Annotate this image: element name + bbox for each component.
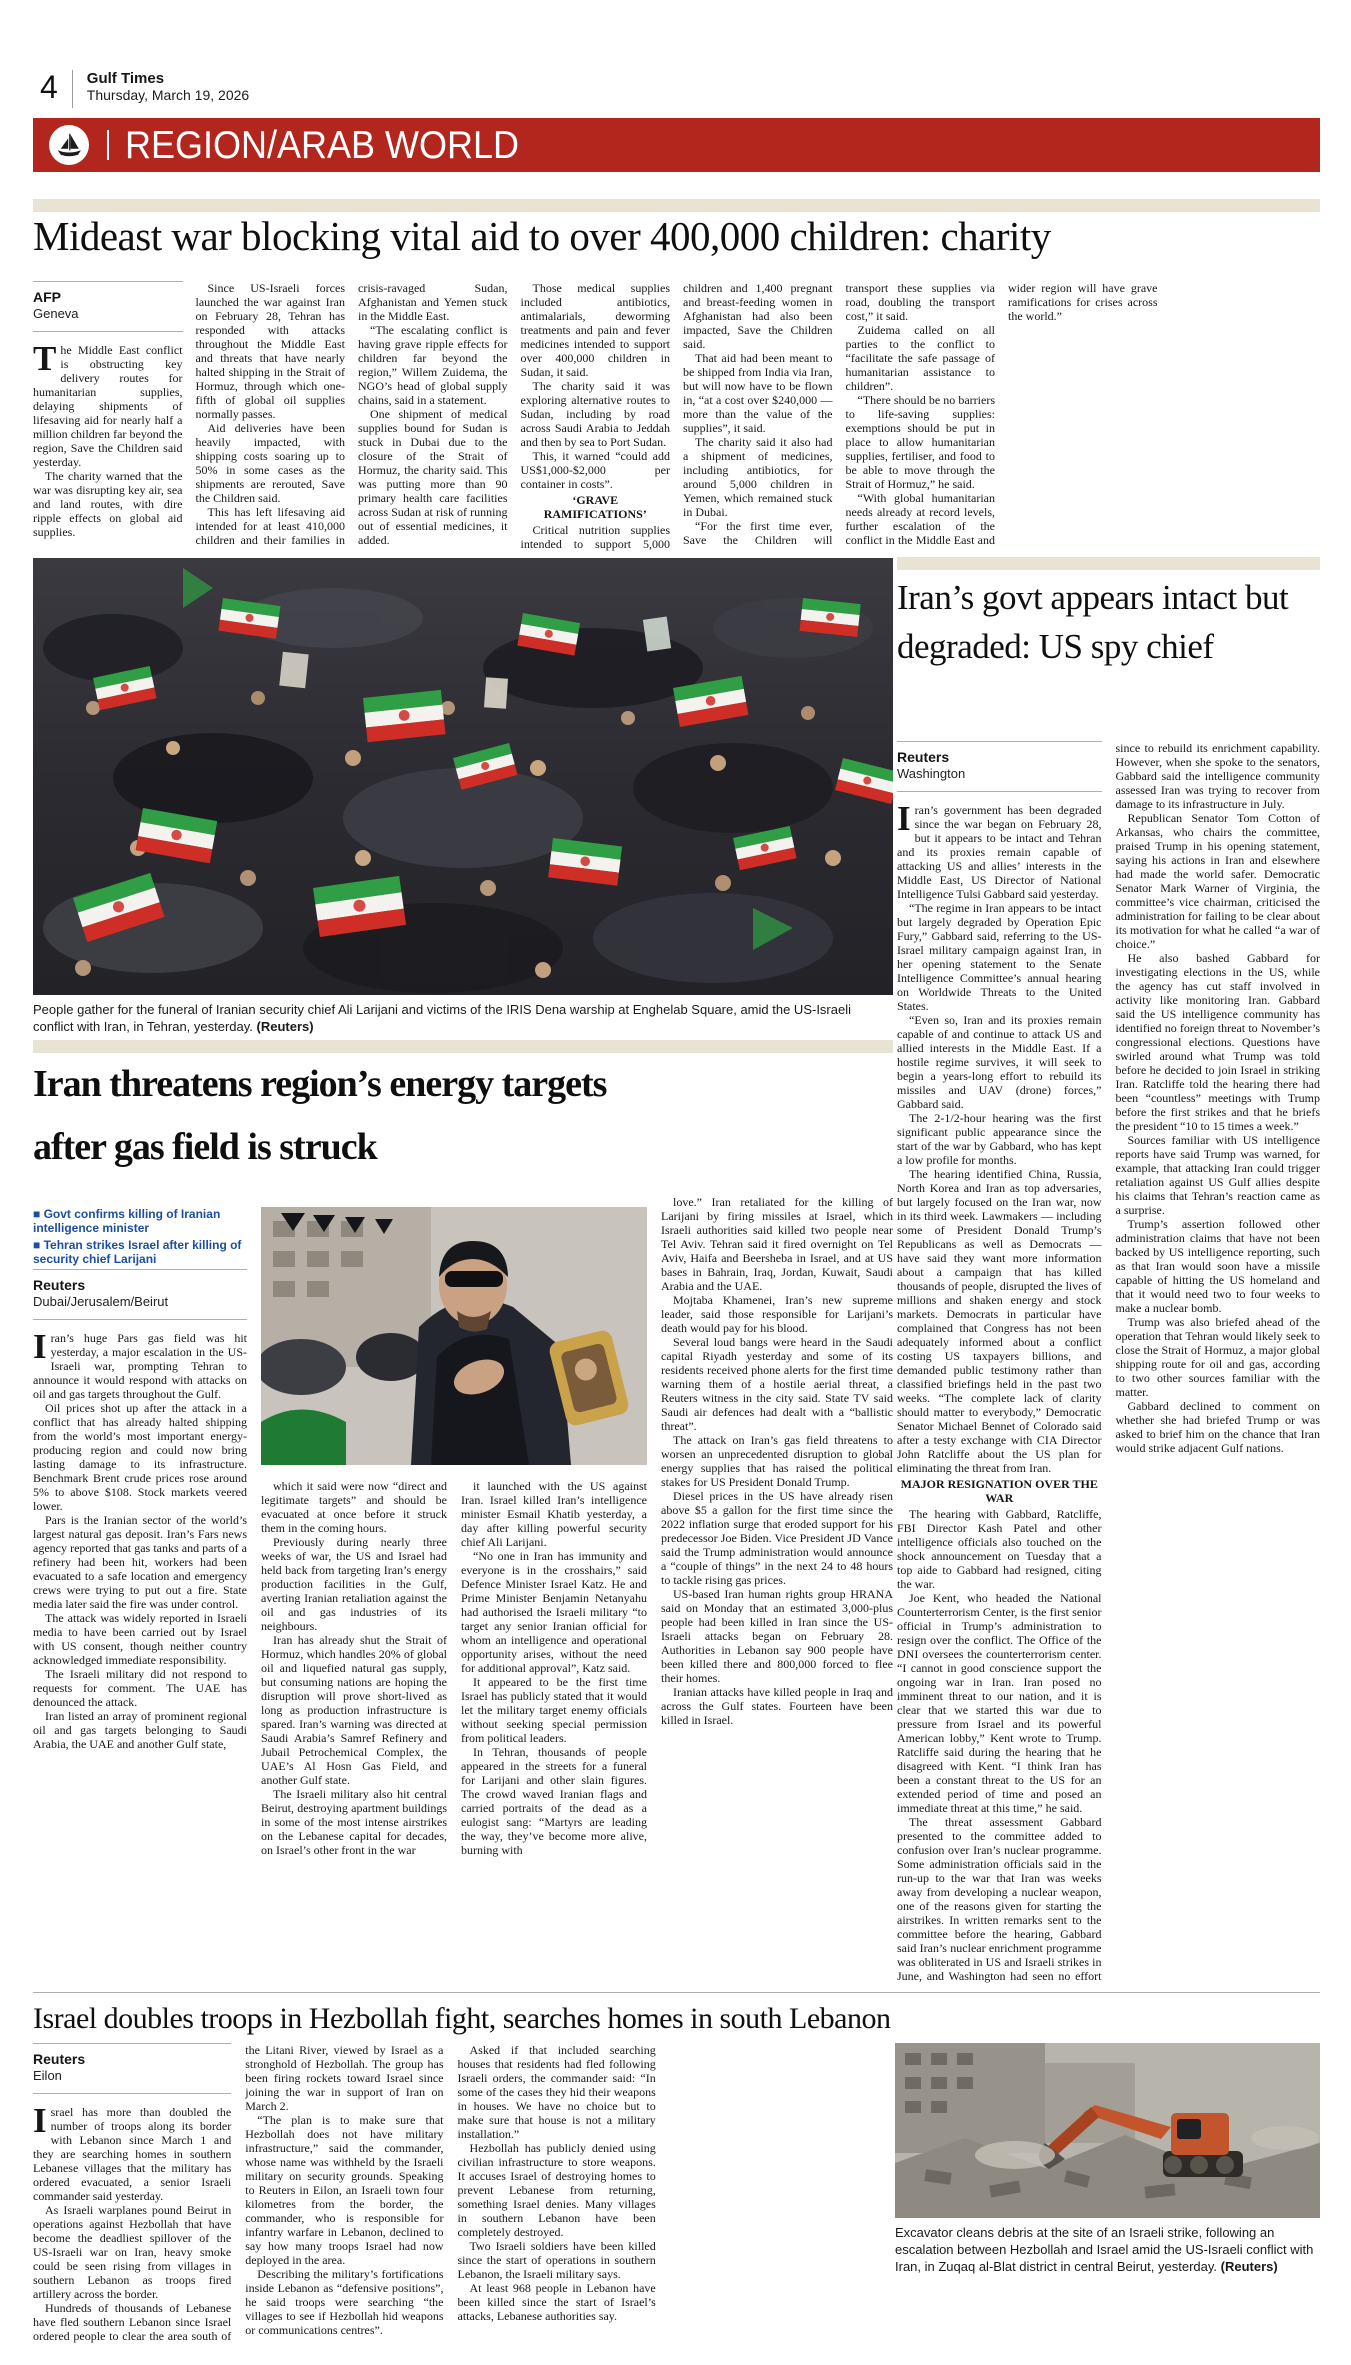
article4-body (33, 2043, 868, 2348)
article-paragraph: Two Israeli soldiers have been killed since the start of operations in southern Lebanon, the Israeli military says. (457, 2239, 656, 2281)
byline: AFP Geneva (33, 281, 183, 332)
masthead-divider (72, 70, 73, 108)
article-paragraph: it launched with the US against Iran. Israel killed Iran’s intelligence minister Esmail Khatib yesterday, a day after killing powerful security chief Ali Larijani. (461, 1479, 647, 1549)
article-paragraph: Trump’s assertion followed other administration claims that have not been backed by US intelligence reporting, such as that Iran would soon have a missile capable of hitting the US homeland and that it would need two to four weeks to make a nuclear bomb. (1115, 1217, 1320, 1315)
article-paragraph: The hearing identified China, Russia, North Korea and Iran as top adversaries, but largely focused on the Iran war, now in its third week. Lawmakers — including some of President Donald Trump’s Republicans as well as Democrats — have said they want more information about a campaign that has killed thousands of people, disrupted the lives of millions and shaken energy and stock markets. Democrats in particular have complained that Congress has not been adequately informed about a conflict costing US taxpayers billions, and demanded public testimony rather than classified briefings held in the past two weeks. “The complete lack of clarity should matter to everybody,” Democratic Senator Michael Bennet of Colorado said after a testy exchange with CIA Director John Ratcliffe about the US plan for eliminating the threat from Iran. (897, 1167, 1102, 1475)
article-paragraph: The threat assessment Gabbard presented to the committee added to confusion over Iran’s nuclear programme. Some administration officials said in the run-up to the war that Iran was weeks away from developing a nuclear weapon, one of the reasons given for starting the airstrikes. In written remarks sent to the committee before the hearing, Gabbard said Iran’s nuclear enrichment programme was obliterated in US and Israeli strikes in June, and Washington had seen no effort since to rebuild its enrichment capability. However, when she spoke to the senators, Gabbard said the intelligence community assessed Iran was trying to recover from damage to its infrastructure in July. (897, 741, 1320, 1983)
article3 (33, 1053, 893, 1991)
article-paragraph: “With global humanitarian needs already at record levels, further escalation of the conflict in the Middle East and wider region will have grave ramifications for crises across the world.” (845, 281, 1158, 547)
byline: Reuters Dubai/Jerusalem/Beirut (33, 1269, 247, 1320)
article-paragraph: Israel has more than doubled the number of troops along its border with Lebanon since March 1 and they are searching homes in southern Lebanese villages that the military has ordered evacuated, a senior Israeli commander said yesterday. (33, 2101, 232, 2203)
article-paragraph: The attack was widely reported in Israeli media to have been carried out by Israel with US consent, though neither country acknowledged immediate responsibility. (33, 1611, 247, 1667)
masthead (40, 70, 249, 108)
article-paragraph: As Israeli warplanes pound Beirut in operations against Hezbollah that have become the deadliest spillover of the US-Israeli war on Iran, heavy smoke could be seen rising from villages in southern Lebanon as troops fired artillery across the border. (33, 2203, 232, 2301)
article2-kicker-bar (897, 557, 1320, 570)
article-paragraph: Iran has already shut the Strait of Hormuz, which handles 20% of global oil and liquefied natural gas supply, but consuming nations are hoping the disruption will prove short-lived as long as production infrastructure is spared. Iran’s warning was directed at Saudi Arabia’s Samref Refinery and Jubail Petrochemical Complex, the UAE’s Al Hosn Gas Field, and another Gulf state. (261, 1633, 447, 1787)
article-paragraph: Iran’s government has been degraded since the war began on February 28, but it appears to be intact and Tehran and its proxies remain capable of attacking US and allies’ interests in the Middle East, US Director of National Intelligence Tulsi Gabbard said yesterday. (897, 799, 1102, 901)
article4-headline: Israel doubles troops in Hezbollah fight, searches homes in south Lebanon (33, 2002, 891, 2035)
section-title: REGION/ARAB WORLD (125, 122, 520, 167)
article-paragraph: Trump was also briefed ahead of the operation that Tehran would likely seek to close the Strait of Hormuz, a major global shipping route for oil and gas, according to two other sources familiar with the matter. (1115, 1315, 1320, 1399)
paper-date: Thursday, March 19, 2026 (86, 87, 250, 103)
excavator-photo-caption (895, 2224, 1320, 2275)
article-paragraph: Iran’s huge Pars gas field was hit yesterday, a major escalation in the US-Israeli war, prompting Tehran to announce it would respond with attacks on oil and gas targets throughout the Gulf. (33, 1327, 247, 1401)
article-subhead: MAJOR RESIGNATION OVER THE WAR (900, 1477, 1098, 1505)
article-paragraph: The Israeli military did not respond to requests for comment. The UAE has denounced the attack. (33, 1667, 247, 1709)
article-paragraph: “The escalating conflict is having grave ripple effects for children far beyond the region,” Willem Zuidema, the NGO’s head of global supply chains, said in a statement. (358, 323, 508, 407)
article-paragraph: “The plan is to make sure that Hezbollah does not have military infrastructure,” said the commander, whose name was withheld by the Israeli military on security grounds. Speaking to Reuters in Eilon, an Israeli town four kilometres from the border, the commander, who is responsible for infantry warfare in Lebanon, declined to say how many troops Israel had now deployed in the area. (245, 2113, 444, 2267)
article-paragraph: The charity warned that the war was disrupting key air, sea and land routes, with dire ripple effects on global aid supplies. (33, 469, 183, 539)
article-paragraph: Aid deliveries have been heavily impacted, with shipping costs soaring up to 50% in some cases as the shipments are rerouted, Save the Children said. (195, 421, 345, 505)
paper-name: Gulf Times (86, 70, 165, 87)
article3-column-4 (661, 1053, 893, 1991)
article-paragraph: “There should be no barriers to life-saving supplies: exemptions should be put in place to allow humanitarian supplies, fertiliser, and food to be able to move through the Strait of Hormuz,” he said. (845, 393, 995, 491)
article-paragraph: “No one in Iran has immunity and everyone is in the crosshairs,” said Defence Minister Israel Katz. He and Prime Minister Benjamin Netanyahu had authorised the Israeli military “to target any senior Iranian official for whom an intelligence and operational opportunity arises, without the need for additional approval”, Katz said. (461, 1549, 647, 1675)
bullet-item: ■ Tehran strikes Israel after killing of security chief Larijani (33, 1238, 242, 1266)
article-paragraph: Iran listed an array of prominent regional oil and gas targets belonging to Saudi Arabia, the UAE and another Gulf state, (33, 1709, 247, 1751)
page-number: 4 (40, 69, 58, 105)
article-paragraph: The hearing with Gabbard, Ratcliffe, FBI Director Kash Patel and other intelligence officials also touched on the shock announcement on Tuesday that a top aide to Gabbard had resigned, citing the war. (897, 1507, 1102, 1591)
funeral-photo-caption (33, 1001, 893, 1035)
article-paragraph: love.” Iran retaliated for the killing of Larijani by firing missiles at Israel, which Israeli authorities said killed two people near Tel Aviv. Tehran said it fired overnight on Tel Aviv, Haifa and Beersheba in Israel, and at US bases in Bahrain, Iraq, Jordan, Kuwait, Saudi Arabia and the UAE. (661, 1195, 893, 1293)
section-banner (33, 118, 1320, 172)
article-paragraph: Previously during nearly three weeks of war, the US and Israel had held back from targeting Iran’s energy production facilities in the Gulf, averting Iranian retaliation against the oil and gas industries of its neighbours. (261, 1535, 447, 1633)
caption-text: People gather for the funeral of Iranian security chief Ali Larijani and victims of the IRIS Dena warship at Enghelab Square, amid the US-Israeli conflict with Iran, in Tehran, yesterday. (33, 1002, 851, 1034)
article3-column-3 (461, 1479, 647, 1991)
article-paragraph: Republican Senator Tom Cotton of Arkansas, who chairs the committee, praised Trump in his opening statement, saying his actions in Iran and elsewhere had made the world safer. Democratic Senator Mark Warner of Virginia, the committee’s vice chairman, criticised the administration for failing to be clear about its motivation for what he called “a war of choice.” (1115, 811, 1320, 951)
article-paragraph: Hundreds of thousands of Lebanese have fled southern Lebanon since Israel ordered people to clear the area south of the Litani River, viewed by Israel as a stronghold of Hezbollah. The group has been firing rockets toward Israel since joining the war in support of Iran on March 2. (33, 2043, 444, 2343)
article-paragraph: At least 968 people in Lebanon have been killed since the start of Israel’s attacks, Lebanese authorities say. (457, 2281, 656, 2323)
article-paragraph: Hezbollah has publicly denied using civilian infrastructure to store weapons. It accuses Israel of destroying homes to prevent Lebanese from returning, something Israel denies. Many villages in southern Lebanon have been completely destroyed. (457, 2141, 656, 2239)
article-paragraph: The 2-1/2-hour hearing was the first significant public appearance since the start of the war by Gabbard, who has kept a low profile for months. (897, 1111, 1102, 1167)
article-paragraph: That aid had been meant to be shipped from India via Iran, but will now have to be flown in, “at a cost over $240,000 — more than the value of the supplies”, it said. (683, 351, 833, 435)
dhow-logo-icon (49, 125, 89, 165)
article-paragraph: which it said were now “direct and legitimate targets” and should be evacuated at once before it struck them in the coming hours. (261, 1479, 447, 1535)
article1-body (33, 281, 1320, 555)
article-paragraph: In Tehran, thousands of people appeared in the streets for a funeral for Larijani and other slain figures. The crowd waved Iranian flags and carried portraits of the dead as a eulogist sang: “Martyrs are leading the way, they’ve become more alive, burning with (461, 1745, 647, 1857)
article-paragraph: Asked if that included searching houses that residents had fled following Israeli orders, the commander said: “In some of the cases they hid their weapons in houses. We have no choice but to make sure that house is not a military installation.” (457, 2043, 656, 2141)
article-paragraph: Since US-Israeli forces launched the war against Iran on February 28, Tehran has responded with attacks throughout the Middle East and threats that have nearly halted shipping in the Strait of Hormuz, through which one-fifth of global oil supplies normally passes. (195, 281, 345, 421)
article-paragraph: Mojtaba Khamenei, Iran’s new supreme leader, said those responsible for Larijani’s death would pay for his blood. (661, 1293, 893, 1335)
article-subhead: ‘GRAVE RAMIFICATIONS’ (543, 493, 647, 521)
article-paragraph: US-based Iran human rights group HRANA said on Monday that an estimated 3,000-plus people had been killed in Iran since the US-Israeli attacks began on February 28. Authorities in Lebanon say 900 people have been killed there and 800,000 forced to flee their homes. (661, 1587, 893, 1685)
article-paragraph: Those medical supplies included antibiotics, antimalarials, deworming treatments and pain and fever medicines intended to support over 400,000 children in Sudan, it said. (520, 281, 670, 379)
paper-info (87, 70, 249, 104)
article-paragraph: Diesel prices in the US have already risen above $5 a gallon for the first time since the 2022 inflation surge that eroded support for his predecessor Joe Biden. Vice President JD Vance said the Trump administration would announce a “couple of things” in the next 24 to 48 hours to tackle rising gas prices. (661, 1489, 893, 1587)
caption-text: Excavator cleans debris at the site of an Israeli strike, following an escalation between Hezbollah and Israel amid the US-Israeli conflict with Iran, in Zuqaq al-Blat district in central Beirut, yesterday. (895, 2225, 1314, 2274)
mourner-portrait-photo (261, 1207, 647, 1465)
article-paragraph: Several loud bangs were heard in the Saudi capital Riyadh yesterday and some of its residents received phone alerts for the first time warning them of a hostile aerial threat, a Reuters witness in the city said. State TV said Saudi air defences had dealt with a “ballistic threat”. (661, 1335, 893, 1433)
byline: Reuters Washington (897, 741, 1102, 792)
article-paragraph: “The regime in Iran appears to be intact but largely degraded by Operation Epic Fury,” Gabbard said, referring to the US-Israel military campaign against Iran, in her opening statement to the Senate Intelligence Committee’s annual hearing on Worldwide Threats to the United States. (897, 901, 1102, 1013)
article1-headline: Mideast war blocking vital aid to over 400,000 children: charity (33, 213, 1051, 259)
article2-body (897, 741, 1320, 1989)
article-paragraph: The Israeli military also hit central Beirut, destroying apartment buildings in some of the most intense airstrikes on the Lebanese capital for decades, on Israel’s other front in the war (261, 1787, 447, 1857)
caption-credit: (Reuters) (256, 1019, 314, 1034)
byline: Reuters Eilon (33, 2043, 231, 2094)
excavator-debris-photo (895, 2043, 1320, 2218)
article-paragraph: Gabbard declined to comment on whether she had briefed Trump or was asked to brief him on the chance that Iran would strike adjacent Gulf nations. (1115, 1399, 1320, 1455)
article-paragraph: It appeared to be the first time Israel has publicly stated that it would let the military target enemy officials without seeking special permission from political leaders. (461, 1675, 647, 1745)
article-paragraph: Pars is the Iranian sector of the world’s largest natural gas deposit. Iran’s Fars news agency reported that gas tanks and parts of a refinery had been hit, workers had been evacuated to a safe location and emergency crews were trying to put out a fire. State media later said the fire was under control. (33, 1513, 247, 1611)
section-divider-rule (33, 1992, 1320, 1993)
article-paragraph: The Middle East conflict is obstructing key delivery routes for humanitarian supplies, delaying shipments of lifesaving aid for nearly half a million children far beyond the region, Save the Children said yesterday. (33, 339, 183, 469)
article3-kicker-bar (33, 1040, 893, 1053)
article-paragraph: The charity said it was exploring alternative routes to Sudan, including by road across Saudi Arabia to Jeddah and then by sea to Port Sudan. (520, 379, 670, 449)
article3-column-2 (261, 1479, 447, 1991)
article-paragraph: This, it warned “could add US$1,000-$2,000 per container in costs”. (520, 449, 670, 491)
article-paragraph: The attack on Iran’s gas field threatens to worsen an unprecedented disruption to global energy supplies that has raised the political stakes for US President Donald Trump. (661, 1433, 893, 1489)
article-paragraph: Sources familiar with US intelligence reports have said Trump was warned, for example, that attacking Iran could trigger retaliation against US Gulf allies despite his claims that Tehran’s reaction came as a surprise. (1115, 1133, 1320, 1217)
article-paragraph: Oil prices shot up after the attack in a conflict that has already halted shipping from the world’s most important energy-producing region and could now bring lasting damage to its infrastructure. Benchmark Brent crude prices rose around 5% to above $108. Stock markets veered lower. (33, 1401, 247, 1513)
article-paragraph: “For the first time ever, Save the Children will transport these supplies via road, doubling the transport cost,” it said. (683, 281, 995, 547)
article2-headline: Iran’s govt appears intact but degraded: US spy chief (897, 578, 1289, 666)
caption-credit: (Reuters) (1220, 2259, 1278, 2274)
article3-column-1 (33, 1207, 247, 1991)
article-paragraph: This has left lifesaving aid intended for at least 410,000 children and their families in crisis-ravaged Sudan, Afghanistan and Yemen stuck in the Middle East. (195, 281, 508, 547)
bullet-item: ■ Govt confirms killing of Iranian intelligence minister (33, 1207, 221, 1235)
article3-headline: Iran threatens region’s energy targets after gas field is struck (33, 1063, 607, 1168)
article-paragraph: The charity said it also had a shipment of medicines, including antibiotics, for around 5,000 children in Yemen, which remained stuck in Dubai. (683, 435, 833, 519)
article-paragraph: He also bashed Gabbard for investigating elections in the US, while the agency has cut staff involved in activity like monitoring Iran. Gabbard said the US intelligence community has identified no foreign threat to November’s congressional elections. Questions have swirled around what Trump was told before he decided to join Israel in striking Iran. Ratcliffe told the hearing there had been “countless” meetings with Trump before the first strikes and that he briefs the president “10 to 15 times a week.” (1115, 951, 1320, 1133)
banner-divider (107, 130, 109, 160)
article-paragraph: Joe Kent, who headed the National Counterterrorism Center, is the first senior official in Trump’s administration to resign over the conflict. The Office of the DNI oversees the counterterrorism center. “I cannot in good conscience support the ongoing war in Iran. Iran posed no imminent threat to our nation, and it is clear that we started this war due to pressure from Israel and its powerful American lobby,” Kent wrote to Trump. Ratcliffe said during the hearing that he disagreed with Kent. “I think Iran has been a constant threat to the US for an extended period of time and posed an immediate threat at this time,” he said. (897, 1591, 1102, 1815)
article-paragraph: Describing the military’s fortifications inside Lebanon as “defensive positions”, he said troops were searching “the villages to see if Hezbollah hid weapons or communications centres”. (245, 2267, 444, 2337)
article-paragraph: Iranian attacks have killed people in Iraq and across the Gulf states. Fourteen have been killed in Israel. (661, 1685, 893, 1727)
funeral-crowd-photo (33, 558, 893, 995)
article-paragraph: Zuidema called on all parties to the conflict to “facilitate the safe passage of humanitarian assistance to children”. (845, 323, 995, 393)
article-paragraph: One shipment of medical supplies bound for Sudan is stuck in Dubai due to the closure of the Strait of Hormuz, the charity said. This was putting more than 90 primary health care facilities across Sudan at risk of running out of essential medicines, it added. (358, 407, 508, 547)
article-paragraph: Critical nutrition supplies intended to support 5,000 children and 1,400 pregnant and breast-feeding women in Afghanistan had also been impacted, Save the Children said. (520, 281, 833, 551)
article-paragraph: “Even so, Iran and its proxies remain capable of and continue to attack US and allied interests in the Middle East. If a hostile regime survives, it will seek to begin a years-long effort to rebuild its missiles and UAV (drone) forces,” Gabbard said. (897, 1013, 1102, 1111)
